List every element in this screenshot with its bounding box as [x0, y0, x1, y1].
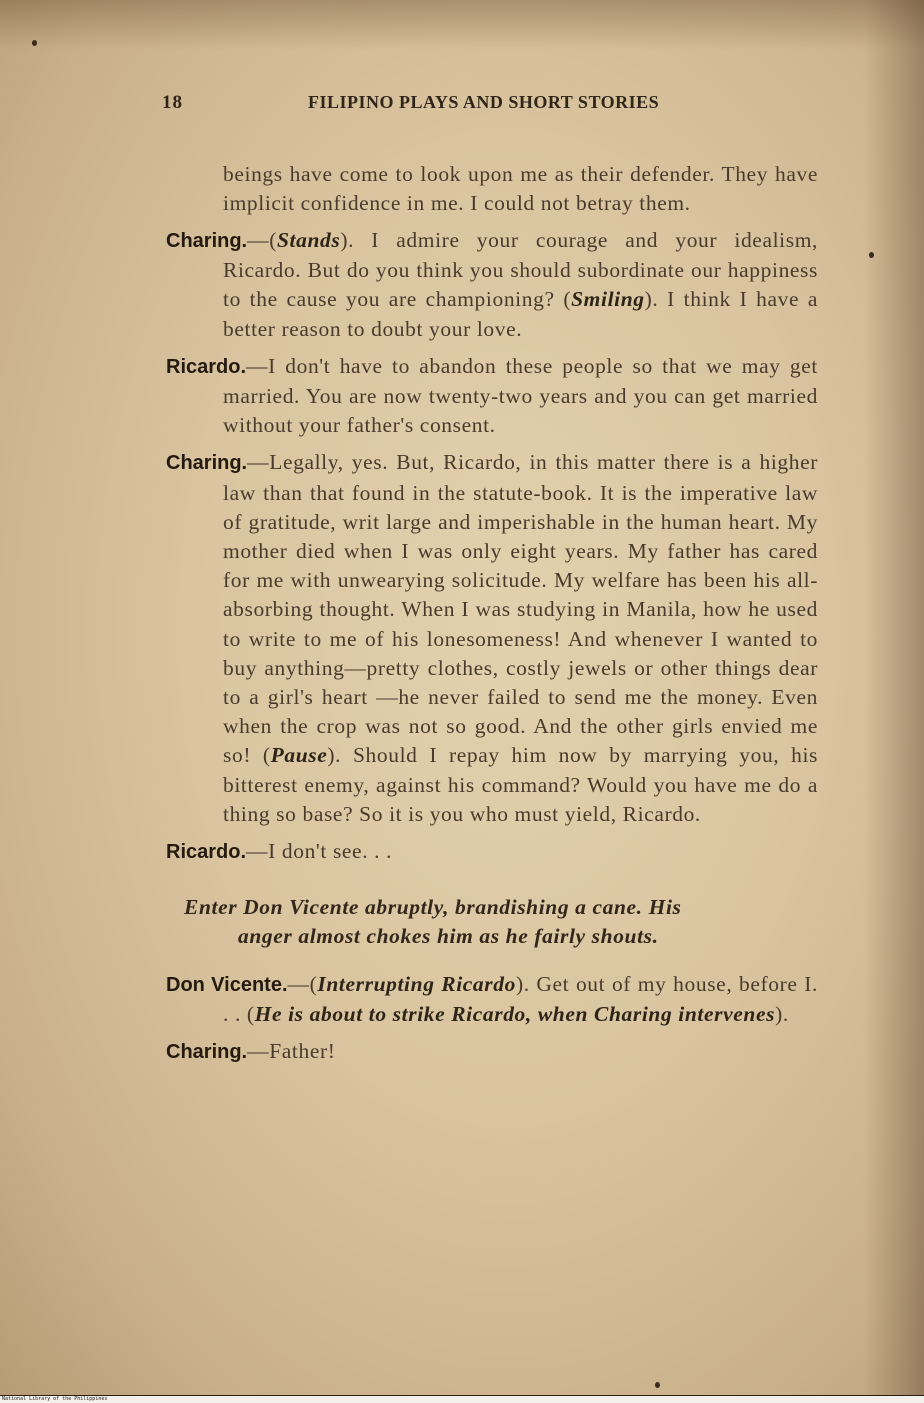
dialogue-text: (	[269, 227, 277, 252]
speaker-dash: —	[247, 1038, 270, 1063]
speaker-name: Ricardo.	[166, 355, 247, 378]
stage-note: Pause	[270, 743, 328, 768]
stage-note: Stands	[277, 227, 341, 252]
dialogue-text: ). Get out of my house, before I. . . (	[223, 971, 818, 1026]
speech	[166, 970, 818, 1029]
speaker-name: Don Vicente.	[166, 973, 288, 996]
speaker-name: Charing.	[166, 1040, 248, 1063]
speaker-name: Charing.	[166, 452, 248, 475]
page-header	[0, 92, 924, 122]
speaker-dash: —	[287, 971, 310, 996]
dialogue-text: Legally, yes. But, Ricardo, in this matter there is a higher law than that found in the statute-book. It is the imperative law of gratitude, writ large and imperishable in the human heart. My mother died when I was only eight years. My father has cared for me with unwearying solicitude. My welfare has been his all-absorbing thought. When I was studying in Manila, how he used to write to me of his lonesomeness! And whenever I wanted to buy anything—pretty clothes, costly jewels or other things dear to a girl's heart —he never failed to send me the money. Even when the crop was not so good. And the other girls envied me so! (	[223, 450, 818, 768]
dialogue-text: ). Should I repay him now by marrying you, his bitterest enemy, against his command? Would you have me do a thing so base? So it is you who must yield, Ricardo.	[223, 743, 818, 826]
stage-note: He is about to strike Ricardo, when Charing intervenes	[254, 1001, 776, 1026]
ink-speck	[32, 40, 37, 46]
running-title: FILIPINO PLAYS AND SHORT STORIES	[308, 92, 660, 112]
ink-speck	[655, 1382, 660, 1388]
speaker-dash: —	[247, 227, 270, 252]
speech	[166, 837, 818, 867]
play-text	[166, 138, 818, 1075]
dialogue-text: ). I think I have a better reason to doubt your love.	[223, 287, 818, 341]
speaker-dash: —	[246, 838, 269, 863]
stage-direction-line-1: Enter Don Vicente abruptly, brandishing a cane. His	[184, 895, 682, 920]
stage-direction	[166, 893, 818, 951]
stage-note: Smiling	[571, 287, 645, 312]
page-edge-shadow	[864, 0, 924, 1395]
ink-speck	[869, 252, 874, 258]
page-top-shadow	[0, 0, 924, 50]
speech-list-after	[166, 970, 818, 1068]
dialogue-text: ).	[775, 1001, 789, 1026]
speaker-dash: —	[247, 450, 270, 475]
speaker-name: Charing.	[166, 229, 248, 252]
stage-direction-line-2: anger almost chokes him as he fairly shouts.	[238, 924, 659, 949]
speech	[166, 1037, 818, 1067]
speech	[166, 448, 818, 829]
speech	[166, 226, 818, 344]
library-credit: National Library of the Philippines	[0, 1396, 924, 1403]
opening-paragraph: beings have come to look upon me as their defender. They have implicit confidence in me. I could not betray them.	[223, 161, 818, 215]
dialogue-text: (	[309, 971, 318, 996]
stage-note: Interrupting Ricardo	[317, 971, 516, 996]
dialogue-text: Father!	[269, 1038, 336, 1063]
dialogue-text: ). I admire your courage and your idealism, Ricardo. But do you think you should subordinate our happiness to the cause you are championing? (	[223, 227, 818, 312]
dialogue-text: I don't see. . .	[268, 838, 393, 863]
speaker-dash: —	[246, 353, 269, 378]
speaker-name: Ricardo.	[166, 840, 247, 863]
dialogue-text: I don't have to abandon these people so that we may get married. You are now twenty-two years and you can get married without your father's consent.	[223, 353, 818, 438]
speech	[166, 352, 818, 441]
speech-list	[166, 226, 818, 867]
page-number: 18	[162, 92, 183, 113]
